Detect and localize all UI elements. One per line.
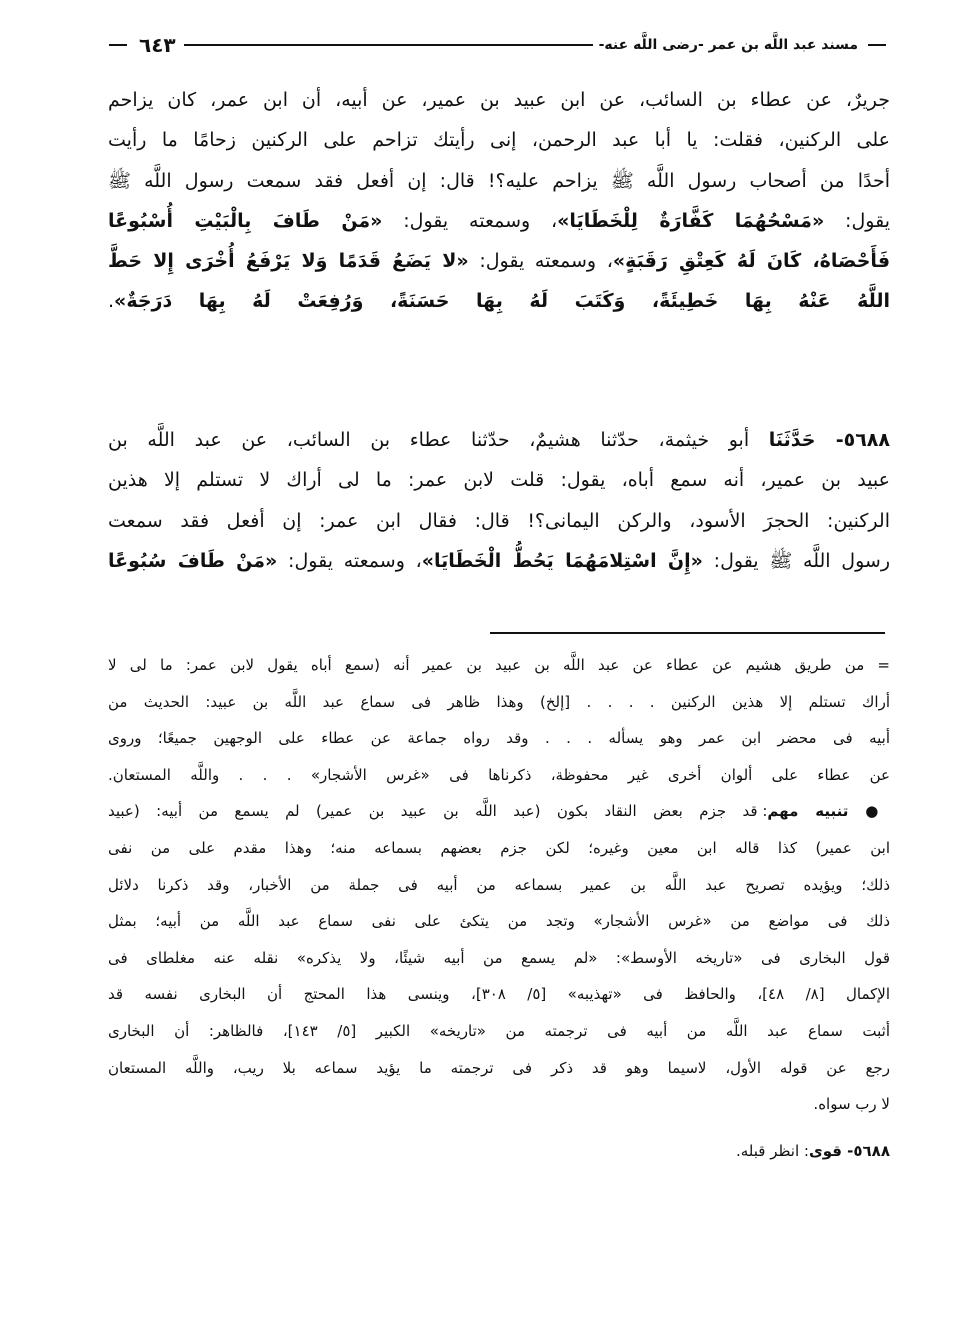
text: ذلك؛ ويؤيده تصريح عبد اللَّه بن عمير بسماعه من أبيه فى جملة من الأخبار، وقد ذكرنا دلائل	[108, 875, 890, 894]
text: .	[108, 290, 115, 313]
bold-text: ٥٦٨٨- قوى	[808, 1141, 890, 1160]
text: ذلك فى مواضع من «غرس الأشجار» وتجد من يتكئ على نفى سماع عبد اللَّه من أبيه؛ بمثل	[108, 912, 890, 931]
header-dash	[109, 44, 127, 46]
page-header	[105, 30, 890, 60]
text: : انظر قبله.	[735, 1141, 809, 1160]
text: ابن عمير) كذا قاله ابن معين وغيره؛ لكن جزم بعضهم بسماعه منه؛ وهذا مقدم على من نفى	[108, 838, 890, 857]
text: أراك تستلم إلا هذين الركنين . . . . [إلخ) وهذا ظاهر فى سماع عبد اللَّه بن عبيد: الحديث من	[108, 692, 890, 711]
bold-text: «إِنَّ اسْتِلامَهُمَا يَحُطُّ الْخَطَايَا»	[421, 549, 703, 572]
bold-text: ● تنبيه مهم	[767, 802, 890, 821]
footnote-line	[108, 1133, 890, 1170]
text: يقول:	[824, 209, 890, 232]
text: أثبت سماع عبد اللَّه من أبيه فى ترجمته من «تاريخه» الكبير [٥/ ١٤٣]، فالظاهر: أن البخارى	[108, 1021, 890, 1040]
footnote-line	[108, 867, 890, 904]
footnote-line	[108, 976, 890, 1013]
text: جريرٌ، عن عطاء بن السائب، عن ابن عبيد بن عمير، عن أبيه، أن ابن عمر، كان يزاحم	[108, 89, 890, 111]
main-line	[108, 281, 890, 321]
bold-text: «مَسْحُهُمَا كَفَّارَةٌ لِلْخَطَايَا»	[557, 209, 825, 232]
text: أحدًا من أصحاب رسول اللَّه ﷺ يزاحم عليه؟! قال: إن أفعل فقد سمعت رسول اللَّه ﷺ	[108, 169, 890, 192]
text: رجع عن قوله الأول، لاسيما وهو قد ذكر فى ترجمته ما يؤيد سماعه بلا ريب، واللَّه المستعان	[108, 1058, 890, 1077]
text: عن عطاء على ألوان أخرى غير محفوظة، ذكرناها فى «غرس الأشجار» . . . واللَّه المستعان.	[108, 765, 890, 784]
text: أبو خيثمة، حدّثنا هشيمٌ، حدّثنا عطاء بن السائب، عن عبد اللَّه بن	[108, 429, 769, 451]
hadith-line	[108, 460, 890, 500]
bold-text: «مَنْ طَافَ بِالْبَيْتِ أُسْبُوعًا	[108, 209, 383, 232]
main-line	[108, 161, 890, 201]
footnote-line	[108, 903, 890, 940]
footnote-line	[108, 793, 890, 830]
text: : قد جزم بعض النقاد بكون (عبد اللَّه بن عبيد بن عمير) لم يسمع من أبيه: (عبيد	[108, 802, 768, 821]
hadith-line	[108, 420, 890, 460]
hadith-line	[108, 501, 890, 541]
footnote-line	[108, 830, 890, 867]
header-rule	[184, 44, 593, 46]
text: أبيه فى محضر ابن عمر وهو يسأله . . . وقد رواه جماعة عن عطاء على الوجهين جميعًا؛ وروى	[108, 729, 890, 748]
header-dash	[868, 44, 886, 46]
text: الإكمال [٨/ ٤٨]، والحافظ فى «تهذيبه» [٥/ ٣٠٨]، وينسى هذا المحتج أن البخارى نفسه قد	[108, 985, 890, 1004]
hadith-line	[108, 541, 890, 581]
main-line	[108, 80, 890, 120]
footnote-separator	[490, 632, 885, 634]
text: قول البخارى فى «تاريخه الأوسط»: «لم يسمع من أبيه شيئًا، ولا يذكره» نقله عنه مغلطاى فى	[108, 948, 890, 967]
main-line	[108, 120, 890, 160]
footnote-line	[108, 1013, 890, 1050]
text: عبيد بن عمير، أنه سمع أباه، يقول: قلت لابن عمر: ما لى أراك لا تستلم إلا هذين	[108, 469, 890, 492]
running-title: مسند عبد اللَّه بن عمر -رضى اللَّه عنه-	[598, 37, 858, 53]
text: ، وسمعته يقول:	[382, 209, 558, 232]
footnote-line	[108, 1086, 890, 1123]
bold-text: ٥٦٨٨- حَدَّثَنَا	[768, 429, 890, 451]
text: ، وسمعته يقول:	[277, 549, 422, 572]
bold-text: «لا يَضَعُ قَدَمًا وَلا يَرْفَعُ أُخْرَى إِلا حَطَّ	[108, 250, 469, 273]
footnote-line	[108, 647, 890, 684]
footnote-line	[108, 1050, 890, 1087]
bold-text: فَأَحْصَاهُ، كَانَ لَهُ كَعِتْقِ رَقَبَةٍ»	[612, 250, 890, 273]
text: الركنين: الحجرَ الأسود، والركن اليمانى؟! قال: فقال ابن عمر: إن أفعل فقد سمعت	[108, 509, 890, 532]
footnote-line	[108, 720, 890, 757]
main-line	[108, 241, 890, 281]
footnote-line	[108, 940, 890, 977]
footnotes	[108, 647, 890, 1169]
text: ، وسمعته يقول:	[468, 250, 613, 273]
footnote-line	[108, 757, 890, 794]
bold-text: «مَنْ طَافَ سُبُوعًا	[108, 549, 278, 572]
bold-text: اللَّهُ عَنْهُ بِهَا خَطِيئَةً، وَكَتَبَ لَهُ بِهَا حَسَنَةً، وَرُفِعَتْ لَهُ بِهَا دَرَجَةٌ»	[114, 290, 890, 313]
text: على الركنين، فقلت: يا أبا عبد الرحمن، إنى رأيتك تزاحم على الركنين زحامًا ما رأيت	[108, 129, 890, 152]
text: = من طريق هشيم عن عطاء عن عبد اللَّه بن عبيد بن عمير أنه (سمع أباه يقول لابن عمر: ما لى لا	[108, 656, 890, 674]
main-line	[108, 201, 890, 241]
main-text	[108, 80, 890, 322]
text: رسول اللَّه ﷺ يقول:	[702, 549, 890, 572]
text: لا رب سواه.	[813, 1095, 890, 1114]
footnote-line	[108, 684, 890, 721]
hadith-5688	[108, 420, 890, 581]
page-number: ٦٤٣	[139, 33, 176, 57]
